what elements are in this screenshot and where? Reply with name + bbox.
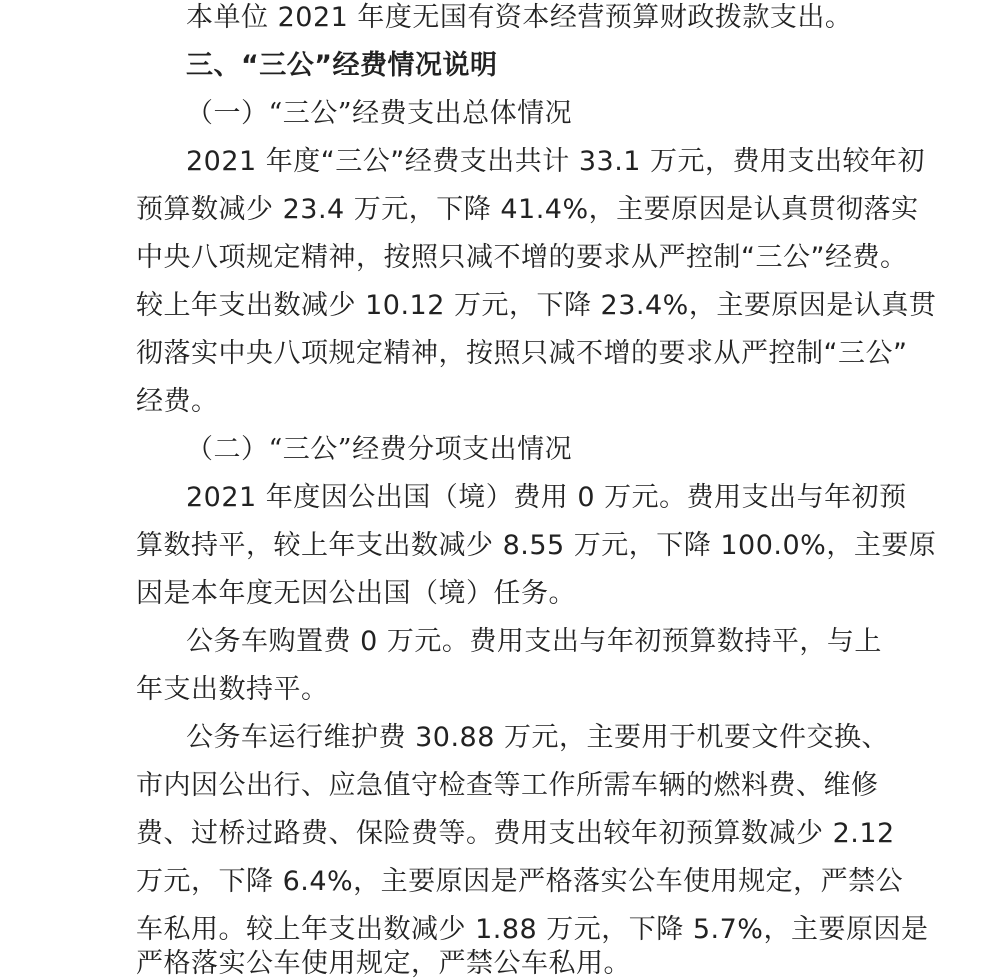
text-line-9: 经费。 bbox=[136, 386, 219, 417]
text-line-13: 因是本年度无因公出国（境）任务。 bbox=[136, 578, 576, 609]
text-line-18: 费、过桥过路费、保险费等。费用支出较年初预算数减少 2.12 bbox=[136, 818, 895, 849]
text-line-8: 彻落实中央八项规定精神，按照只减不增的要求从严控制“三公” bbox=[136, 338, 908, 369]
text-line-7: 较上年支出数减少 10.12 万元，下降 23.4%，主要原因是认真贯 bbox=[136, 290, 937, 321]
subsection-heading-itemized: （二）“三公”经费分项支出情况 bbox=[186, 434, 573, 465]
text-line-6: 中央八项规定精神，按照只减不增的要求从严控制“三公”经费。 bbox=[136, 242, 908, 273]
subsection-heading-overall: （一）“三公”经费支出总体情况 bbox=[186, 98, 573, 129]
text-line-14: 公务车购置费 0 万元。费用支出与年初预算数持平，与上 bbox=[186, 626, 882, 657]
text-line-20: 车私用。较上年支出数减少 1.88 万元，下降 5.7%，主要原因是 bbox=[136, 914, 929, 945]
text-line-5: 预算数减少 23.4 万元，下降 41.4%，主要原因是认真贯彻落实 bbox=[136, 194, 919, 225]
text-line-4: 2021 年度“三公”经费支出共计 33.1 万元，费用支出较年初 bbox=[186, 146, 926, 177]
text-line-19: 万元，下降 6.4%，主要原因是严格落实公车使用规定，严禁公 bbox=[136, 866, 904, 897]
text-line-16: 公务车运行维护费 30.88 万元，主要用于机要文件交换、 bbox=[186, 722, 889, 753]
text-line-11: 2021 年度因公出国（境）费用 0 万元。费用支出与年初预 bbox=[186, 482, 907, 513]
text-line-15: 年支出数持平。 bbox=[136, 674, 329, 705]
text-line-1: 本单位 2021 年度无国有资本经营预算财政拨款支出。 bbox=[186, 2, 853, 33]
section-heading-three-public-expenses: 三、“三公”经费情况说明 bbox=[186, 50, 498, 81]
text-line-12: 算数持平，较上年支出数减少 8.55 万元，下降 100.0%，主要原 bbox=[136, 530, 937, 561]
text-line-17: 市内因公出行、应急值守检查等工作所需车辆的燃料费、维修 bbox=[136, 770, 879, 801]
text-line-21: 严格落实公车使用规定，严禁公车私用。 bbox=[136, 948, 631, 979]
